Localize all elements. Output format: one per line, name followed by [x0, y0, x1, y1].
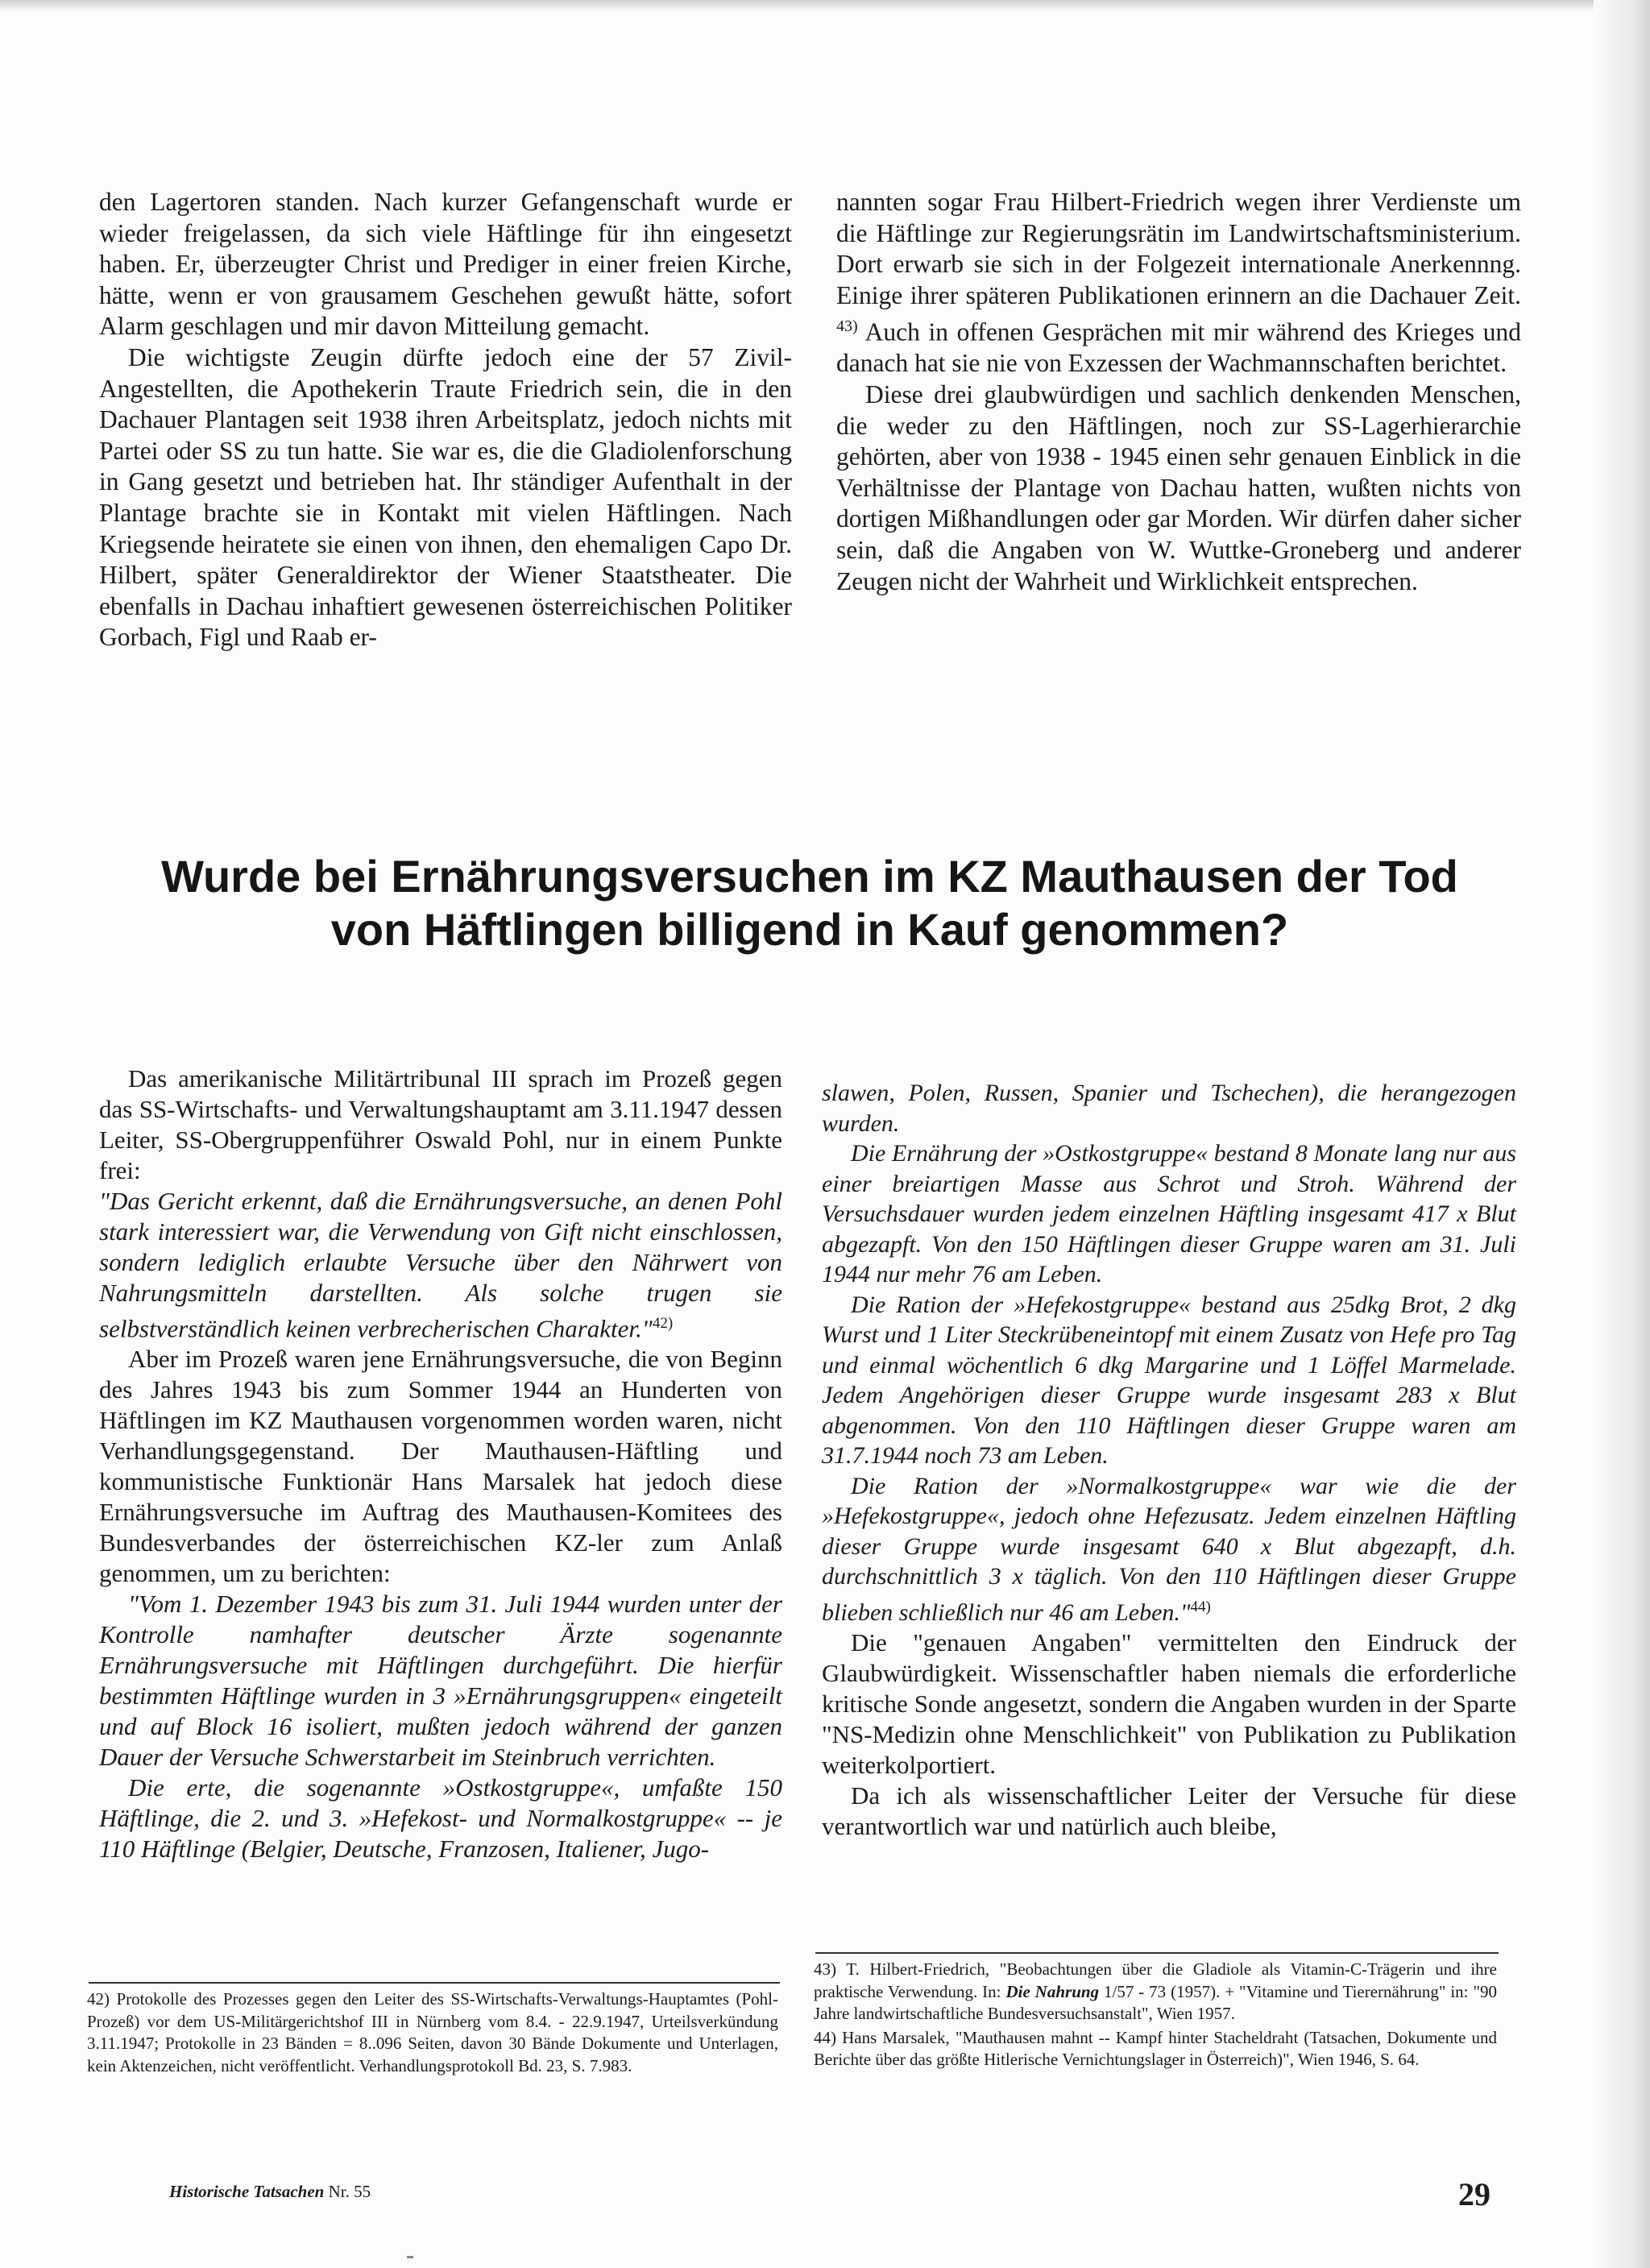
paragraph: den Lagertoren standen. Nach kurzer Gefangenschaft wurde er wieder freigelassen, da sich viele Häftlinge für ihn eingesetzt haben. Er, überzeugter Christ und Prediger in einer freien Kirche, hätte, wenn er von grausamem Geschehen gewußt hätte, sofort Alarm geschlagen und mir davon Mitteilung gemacht. — [99, 188, 792, 341]
footnote-text: 1/57 - 73 (1957). + "Vitamine und Tierernährung" in: "90 Jahre landwirtschaftliche Bundesversuchsanstalt", Wien 1957. — [814, 1981, 1498, 2023]
paragraph-text: Auch in offenen Gesprächen mit mir während des Krieges und danach hat sie nie von Exzessen der Wachmannschaften berichtet. — [836, 317, 1521, 378]
scan-edge-right — [1594, 0, 1650, 2268]
footnote-42: 42) Protokolle des Prozesses gegen den Leiter des SS-Wirtschafts-Verwaltungs-Hauptamtes (Pohl-Prozeß) vor dem US-Militärgerichtshof III in Nürnberg vom 8.4. - 22.9.1947, Urteilsverkündung 3.11.1947; Protokolle in 23 Bänden = 8..096 Seiten, davon 30 Bände Dokumente und Unterlagen, kein Aktenzeichen, nicht veröffentlicht. Verhandlungsprotokoll Bd. 23, S. 7.983. — [87, 1989, 778, 2075]
footnotes-right — [814, 1959, 1497, 2073]
quotation-text: Die Ration der »Normalkostgruppe« war wie die der »Hefekostgruppe«, jedoch ohne Hefezusatz. Jedem einzelnen Häftling dieser Gruppe wurde insgesamt 640 x Blut abgezapft, d.h. durchschnittlich 3 x täglich. Von den 110 Häftlingen dieser Gruppe blieben schließlich nur 46 am Leben." — [822, 1472, 1516, 1626]
quotation: Die Ration der »Hefekostgruppe« bestand aus 25dkg Brot, 2 dkg Wurst und 1 Liter Steckrübeneintopf mit einem Zusatz von Hefe pro Tag und einmal wöchentlich 6 dkg Margarine und 1 Löffel Marmelade. Jedem Angehörigen dieser Gruppe wurde insgesamt 283 x Blut abgenommen. Von den 110 Häftlingen dieser Gruppe waren am 31.7.1944 noch 73 am Leben. — [822, 1291, 1516, 1469]
footnote-divider-right — [815, 1952, 1499, 1954]
quotation — [99, 1186, 782, 1344]
headline-line-2: von Häftlingen billigend in Kauf genommen? — [330, 904, 1289, 955]
quotation — [822, 1471, 1516, 1628]
column-right-bottom — [822, 1078, 1516, 1842]
paragraph — [836, 187, 1521, 379]
column-right-top — [836, 187, 1521, 597]
quotation: slawen, Polen, Russen, Spanier und Tschechen), die herangezogen wurden. — [822, 1080, 1516, 1137]
footnote-text: 43) T. Hilbert-Friedrich, "Beobachtungen über die Gladiole als Vitamin-C-Trägerin und ihre praktische Verwendung. In: — [814, 1959, 1497, 2001]
journal-title: Die Nahrung — [1005, 1981, 1100, 2001]
paragraph-text: nannten sogar Frau Hilbert-Friedrich wegen ihrer Verdienste um die Häftlinge zur Regierungsrätin im Landwirtschaftsministerium. Dort erwarb sie sich in der Folgezeit internationale Anerkennng. Einige ihrer späteren Publikationen erinnern an die Dachauer Zeit. — [836, 188, 1521, 309]
quotation: "Vom 1. Dezember 1943 bis zum 31. Juli 1944 wurden unter der Kontrolle namhafter deutscher Ärzte sogenannte Ernährungsversuche mit Häftlingen durchgeführt. Die hierfür bestimmten Häftlinge wurden in 3 »Ernährungsgruppen« eingeteilt und auf Block 16 isoliert, mußten jedoch während der ganzen Dauer der Versuche Schwerstarbeit im Steinbruch verrichten. — [99, 1590, 782, 1772]
scan-edge-top — [0, 0, 1650, 11]
issue-number: Nr. 55 — [328, 2182, 371, 2201]
quotation: Die erte, die sogenannte »Ostkostgruppe«, umfaßte 150 Häftlinge, die 2. und 3. »Hefekost- und Normalkostgruppe« -- je 110 Häftlinge (Belgier, Deutsche, Franzosen, Italiener, Jugo- — [99, 1773, 782, 1864]
paragraph: Da ich als wissenschaftlicher Leiter der Versuche für diese verantwortlich war und natürlich auch bleibe, — [822, 1781, 1516, 1840]
footer-publication — [169, 2182, 371, 2202]
footnote-ref-44: 44) — [1190, 1598, 1211, 1615]
scan-mark — [407, 2256, 413, 2258]
paragraph: Das amerikanische Militärtribunal III sprach im Prozeß gegen das SS-Wirtschafts- und Verwaltungshauptamt am 3.11.1947 dessen Leiter, SS-Obergruppenführer Oswald Pohl, nur in einem Punkte frei: — [99, 1064, 782, 1184]
page-number: 29 — [1458, 2176, 1490, 2212]
quotation: Die Ernährung der »Ostkostgruppe« bestand 8 Monate lang nur aus einer breiartigen Masse aus Schrot und Stroh. Während der Versuchsdauer wurden jedem einzelnen Häftling insgesamt 417 x Blut abgezapft. Von den 150 Häftlingen dieser Gruppe waren am 31. Juli 1944 nur mehr 76 am Leben. — [822, 1140, 1516, 1287]
column-left-top — [99, 187, 792, 653]
footnote-43 — [814, 1959, 1497, 2025]
footnote-44: 44) Hans Marsalek, "Mauthausen mahnt -- Kampf hinter Stacheldraht (Tatsachen, Dokumente und Berichte über das größte Hitlerische Vernichtungslager in Österreich)", Wien 1946, S. 64. — [814, 2027, 1497, 2069]
paragraph: Die "genauen Angaben" vermittelten den Eindruck der Glaubwürdigkeit. Wissenschaftler haben niemals die erforderliche kritische Sonde angesetzt, sondern die Angaben wurden in der Sparte "NS-Medizin ohne Menschlichkeit" von Publikation zu Publikation weiterkolportiert. — [822, 1628, 1516, 1779]
column-left-bottom — [99, 1064, 782, 1864]
article-headline — [97, 850, 1523, 956]
paragraph: Die wichtigste Zeugin dürfte jedoch eine der 57 Zivil-Angestellten, die Apothekerin Traute Friedrich sein, die in den Dachauer Plantagen seit 1938 ihren Arbeitsplatz, jedoch nichts mit Partei oder SS zu tun hatte. Sie war es, die die Gladiolenforschung in Gang gesetzt und betrieben hat. Ihr ständiger Aufenthalt in der Plantage brachte sie in Kontakt mit vielen Häftlingen. Nach Kriegsende heiratete sie einen von ihnen, den ehemaligen Capo Dr. Hilbert, später Generaldirektor der Wiener Staatstheater. Die ebenfalls in Dachau inhaftiert gewesenen österreichischen Politiker Gorbach, Figl und Raab er- — [99, 342, 792, 652]
paragraph: Diese drei glaubwürdigen und sachlich denkenden Menschen, die weder zu den Häftlingen, noch zur SS-Lagerhierarchie gehörten, aber von 1938 - 1945 einen sehr genauen Einblick in die Verhältnisse der Plantage von Dachau hatten, wußten nichts von dortigen Mißhandlungen oder gar Morden. Wir dürfen daher sicher sein, daß die Angaben von W. Wuttke-Groneberg und anderer Zeugen nicht der Wahrheit und Wirklichkeit entsprechen. — [836, 380, 1521, 595]
series-title: Historische Tatsachen — [169, 2182, 325, 2201]
footnote-divider-left — [89, 1982, 780, 1984]
headline-line-1: Wurde bei Ernährungsversuchen im KZ Mauthausen der Tod — [161, 851, 1458, 902]
footnote-ref-43: 43) — [836, 317, 858, 336]
footnote-ref-42: 42) — [652, 1315, 674, 1332]
paragraph: Aber im Prozeß waren jene Ernährungsversuche, die von Beginn des Jahres 1943 bis zum Sommer 1944 an Hunderten von Häftlingen im KZ Mauthausen vorgenommen worden waren, nicht Verhandlungsgegenstand. Der Mauthausen-Häftling und kommunistische Funktionär Hans Marsalek hat jedoch diese Ernährungsversuche im Auftrag des Mauthausen-Komitees des Bundesverbandes der österreichischen KZ-ler zum Anlaß genommen, um zu berichten: — [99, 1345, 782, 1588]
quotation-text: "Das Gericht erkennt, daß die Ernährungsversuche, an denen Pohl stark interessiert war, die Verwendung von Gift nicht einschlossen, sondern lediglich erlaubte Versuche über den Nährwert von Nahrungsmitteln darstellten. Als solche trugen sie selbstverständlich keinen verbrecherischen Charakter." — [99, 1187, 782, 1343]
